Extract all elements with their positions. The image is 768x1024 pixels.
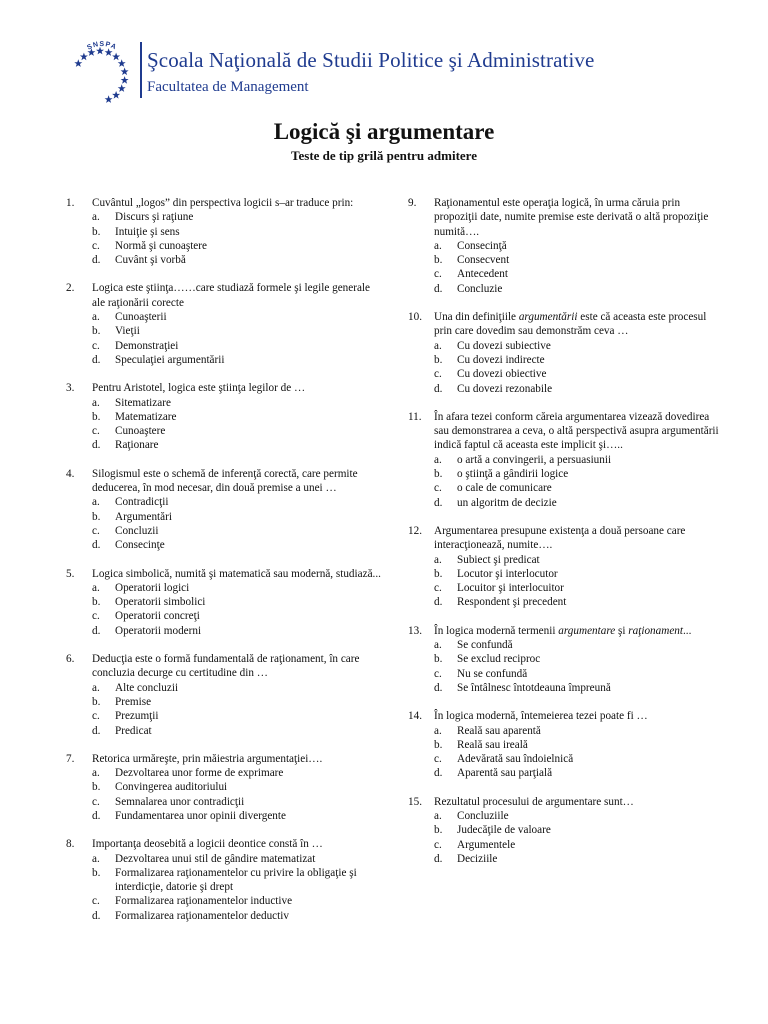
question-text-part: şi xyxy=(615,624,629,637)
answer-option xyxy=(434,638,726,652)
question-number: 11. xyxy=(408,410,422,423)
question-text: Logica este ştiinţa……care studiază formele şi legile generale ale raţionării corecte xyxy=(92,282,371,309)
snspa-logo-graphic xyxy=(62,40,142,104)
option-letter: c. xyxy=(92,425,100,438)
answer-option xyxy=(92,852,384,866)
question-text-part: În logica modernă termenii xyxy=(434,624,559,637)
option-letter: d. xyxy=(92,909,101,922)
option-letter: c. xyxy=(92,610,100,623)
option-text: Concluzie xyxy=(457,282,503,295)
option-text: un algoritm de decizie xyxy=(457,496,557,509)
star-icon xyxy=(118,84,126,92)
answer-options xyxy=(66,766,384,823)
option-text: Convingerea auditoriului xyxy=(115,781,228,794)
answer-option xyxy=(434,339,726,353)
answer-options xyxy=(408,638,726,695)
answer-option xyxy=(92,624,384,638)
option-letter: c. xyxy=(92,524,100,537)
option-text: Subiect şi predicat xyxy=(457,553,540,566)
answer-option xyxy=(92,866,384,895)
answer-option xyxy=(434,595,726,609)
option-text: Reală sau ireală xyxy=(457,738,528,751)
option-letter: c. xyxy=(92,339,100,352)
option-text: Raţionare xyxy=(115,439,159,452)
answer-option xyxy=(92,538,384,552)
question-text: Cuvântul „logos” din perspectiva logicii s–ar traduce prin: xyxy=(92,197,354,209)
option-text: Predicat xyxy=(115,724,152,737)
question-text-part: Una din definiţiile xyxy=(434,311,519,324)
option-letter: a. xyxy=(92,852,100,865)
option-text: Adevărată sau îndoielnică xyxy=(457,753,574,766)
option-text: Judecăţile de valoare xyxy=(457,824,551,837)
question-number: 15. xyxy=(408,795,422,808)
question-item xyxy=(66,281,384,367)
option-letter: c. xyxy=(92,239,100,252)
option-text: Locuitor şi interlocuitor xyxy=(457,582,564,595)
option-letter: a. xyxy=(92,496,100,509)
answer-option xyxy=(434,738,726,752)
option-letter: a. xyxy=(434,453,442,466)
option-text: o artă a convingerii, a persuasiunii xyxy=(457,453,612,466)
option-text: Operatorii simbolici xyxy=(115,596,206,609)
answer-option xyxy=(92,780,384,794)
answer-options xyxy=(408,809,726,866)
question-item xyxy=(408,196,726,296)
question-item xyxy=(66,467,384,553)
answer-options xyxy=(66,396,384,453)
option-letter: d. xyxy=(92,254,101,267)
answer-option xyxy=(434,496,726,510)
option-letter: d. xyxy=(92,539,101,552)
option-text: Cunoaşterii xyxy=(115,311,167,324)
logo-text: SNSPA xyxy=(86,40,118,52)
answer-option xyxy=(92,581,384,595)
question-number: 14. xyxy=(408,710,422,723)
question-number: 12. xyxy=(408,524,422,537)
answer-option xyxy=(434,809,726,823)
star-icon xyxy=(80,53,88,61)
option-text: Contradicţii xyxy=(115,496,169,509)
answer-options xyxy=(66,495,384,552)
option-text: Argumentele xyxy=(457,838,516,851)
question-item xyxy=(408,524,726,610)
answer-options xyxy=(408,724,726,781)
option-letter: b. xyxy=(92,225,101,238)
question-number: 2. xyxy=(66,282,75,295)
option-text: Formalizarea raţionamentelor inductive xyxy=(115,895,293,908)
option-text: Operatorii concreţi xyxy=(115,610,200,623)
answer-option xyxy=(92,324,384,338)
option-text: Concluziile xyxy=(457,809,509,822)
option-text: Consecinţă xyxy=(457,239,507,252)
option-letter: a. xyxy=(92,311,100,324)
question-text: Rezultatul procesului de argumentare sunt… xyxy=(434,795,634,808)
option-letter: b. xyxy=(92,596,101,609)
option-letter: a. xyxy=(434,339,442,352)
answer-option xyxy=(434,253,726,267)
answer-option xyxy=(434,239,726,253)
option-letter: d. xyxy=(92,353,101,366)
option-letter: d. xyxy=(92,724,101,737)
option-text: Alte concluzii xyxy=(115,681,179,694)
option-text: Aparentă sau parţială xyxy=(457,767,553,780)
answer-option xyxy=(92,438,384,452)
answer-options xyxy=(66,581,384,638)
option-text: Dezvoltarea unor forme de exprimare xyxy=(115,767,284,780)
question-item xyxy=(408,709,726,780)
answer-option xyxy=(92,495,384,509)
star-icon xyxy=(112,53,120,61)
question-number: 3. xyxy=(66,382,75,395)
answer-option xyxy=(434,852,726,866)
question-number: 8. xyxy=(66,838,75,851)
question-item xyxy=(408,624,726,695)
option-letter: a. xyxy=(92,767,100,780)
snspa-logo xyxy=(62,40,142,104)
answer-option xyxy=(92,524,384,538)
option-letter: b. xyxy=(92,325,101,338)
org-name: Şcoala Naţională de Studii Politice şi Administrative xyxy=(147,48,595,72)
faculty-name: Facultatea de Management xyxy=(147,79,309,95)
answer-option xyxy=(434,267,726,281)
question-number: 13. xyxy=(408,624,422,637)
option-text: Fundamentarea unor opinii divergente xyxy=(115,809,286,822)
option-text: Semnalarea unor contradicţii xyxy=(115,795,245,808)
star-icon xyxy=(118,59,126,67)
option-text: Consecinţe xyxy=(115,539,165,552)
question-item xyxy=(408,410,726,510)
question-number: 4. xyxy=(66,467,75,480)
option-letter: d. xyxy=(92,624,101,637)
option-text: Se exclud reciproc xyxy=(457,653,541,666)
option-text: Cu dovezi subiective xyxy=(457,339,551,352)
answer-option xyxy=(434,567,726,581)
question-item xyxy=(66,752,384,823)
option-text: Cunoaştere xyxy=(115,425,166,438)
question-text: Deducţia este o formă fundamentală de raţionament, în care concluzia decurge cu certitudine din … xyxy=(92,653,360,680)
answer-option xyxy=(434,367,726,381)
option-letter: d. xyxy=(434,852,443,865)
question-text: Importanţa deosebită a logicii deontice constă în … xyxy=(92,838,323,851)
answer-option xyxy=(92,695,384,709)
option-letter: a. xyxy=(92,681,100,694)
option-letter: a. xyxy=(434,553,442,566)
answer-option xyxy=(92,595,384,609)
document-subtitle: Teste de tip grilă pentru admitere xyxy=(291,148,477,163)
option-letter: d. xyxy=(92,809,101,822)
option-text: Se întâlnesc întotdeauna împreună xyxy=(457,681,611,694)
option-letter: c. xyxy=(434,268,442,281)
option-letter: b. xyxy=(92,781,101,794)
question-number: 5. xyxy=(66,567,75,580)
option-text: Se confundă xyxy=(457,639,513,652)
answer-option xyxy=(92,681,384,695)
questions-column-left xyxy=(66,196,384,937)
document-title: Logică şi argumentare xyxy=(273,119,495,144)
option-letter: b. xyxy=(434,468,443,481)
questions-column-right xyxy=(408,196,726,880)
answer-option xyxy=(92,709,384,723)
answer-option xyxy=(434,382,726,396)
question-text: Logica simbolică, numită şi matematică sau modernă, studiază... xyxy=(92,567,381,580)
option-letter: d. xyxy=(434,596,443,609)
option-text: Cu dovezi indirecte xyxy=(457,353,545,366)
star-icon xyxy=(112,91,120,99)
page-header xyxy=(62,40,702,104)
option-letter: a. xyxy=(434,239,442,252)
answer-options xyxy=(408,239,726,296)
answer-option xyxy=(434,581,726,595)
option-letter: c. xyxy=(434,368,442,381)
answer-option xyxy=(434,838,726,852)
header-divider xyxy=(140,42,142,98)
option-letter: c. xyxy=(92,795,100,808)
option-text: Matematizare xyxy=(115,410,177,423)
question-text-italic: argumentare xyxy=(558,624,616,637)
option-text: Cu dovezi rezonabile xyxy=(457,382,553,395)
option-text: Argumentări xyxy=(115,510,172,523)
option-letter: c. xyxy=(434,582,442,595)
answer-options xyxy=(66,210,384,267)
option-letter: d. xyxy=(434,282,443,295)
question-text: Retorica urmăreşte, prin măiestria argumentaţiei…. xyxy=(92,752,323,765)
answer-option xyxy=(92,766,384,780)
question-text: În logica modernă, întemeierea tezei poate fi … xyxy=(434,710,648,723)
option-letter: c. xyxy=(434,753,442,766)
answer-option xyxy=(92,310,384,324)
answer-option xyxy=(434,766,726,780)
answer-option xyxy=(434,481,726,495)
answer-option xyxy=(92,253,384,267)
question-text: Pentru Aristotel, logica este ştiinţa legilor de … xyxy=(92,382,306,395)
option-text: Consecvent xyxy=(457,254,510,267)
question-item xyxy=(66,652,384,738)
answer-option xyxy=(92,909,384,923)
answer-option xyxy=(434,681,726,695)
answer-option xyxy=(434,752,726,766)
question-text: Raţionamentul este operaţia logică, în urma căruia prin propoziţii date, numite premise este derivată o altă propoziţie numită…. xyxy=(434,197,709,238)
option-letter: b. xyxy=(434,353,443,366)
answer-options xyxy=(408,453,726,510)
option-letter: c. xyxy=(434,482,442,495)
option-letter: d. xyxy=(434,767,443,780)
option-text: Operatorii moderni xyxy=(115,624,202,637)
question-text: Argumentarea presupune existenţa a două persoane care interacţionează, numite…. xyxy=(434,524,686,552)
question-item xyxy=(66,381,384,452)
answer-option xyxy=(434,724,726,738)
option-letter: b. xyxy=(434,824,443,837)
answer-option xyxy=(434,467,726,481)
answer-option xyxy=(92,396,384,410)
answer-options xyxy=(66,310,384,367)
option-letter: b. xyxy=(92,410,101,423)
option-text: Respondent şi precedent xyxy=(457,596,567,609)
option-text: Premise xyxy=(115,695,152,708)
answer-options xyxy=(408,553,726,610)
option-text: Sitematizare xyxy=(115,396,171,409)
option-letter: b. xyxy=(434,653,443,666)
option-letter: b. xyxy=(434,567,443,580)
answer-option xyxy=(92,353,384,367)
option-letter: d. xyxy=(434,382,443,395)
answer-option xyxy=(92,609,384,623)
answer-option xyxy=(434,282,726,296)
option-letter: a. xyxy=(92,211,100,224)
option-letter: c. xyxy=(434,838,442,851)
option-text: Deciziile xyxy=(457,852,498,865)
star-icon xyxy=(105,95,113,103)
star-icon xyxy=(121,68,129,76)
option-letter: b. xyxy=(434,254,443,267)
question-text-part: ... xyxy=(683,624,692,637)
question-text xyxy=(434,624,726,638)
option-text: Concluzii xyxy=(115,524,159,537)
question-number: 9. xyxy=(408,197,417,209)
answer-option xyxy=(92,239,384,253)
answer-option xyxy=(92,894,384,908)
option-letter: a. xyxy=(434,809,442,822)
question-item xyxy=(408,795,726,866)
option-text: Demonstraţiei xyxy=(115,339,179,352)
answer-option xyxy=(92,795,384,809)
option-letter: b. xyxy=(92,866,101,879)
answer-options xyxy=(408,339,726,396)
answer-option xyxy=(92,225,384,239)
option-text: Reală sau aparentă xyxy=(457,724,541,737)
option-text: Nu se confundă xyxy=(457,667,528,680)
answer-option xyxy=(92,424,384,438)
answer-options xyxy=(66,852,384,923)
option-text: Normă şi cunoaştere xyxy=(115,239,207,252)
star-icon xyxy=(74,59,82,67)
option-letter: b. xyxy=(92,510,101,523)
question-text-italic: raţionament xyxy=(628,624,683,637)
option-text: Speculaţiei argumentării xyxy=(115,353,225,366)
option-text: o cale de comunicare xyxy=(457,482,552,495)
option-text: o ştiinţă a gândirii logice xyxy=(457,468,569,481)
question-number: 6. xyxy=(66,653,75,666)
answer-option xyxy=(434,823,726,837)
answer-option xyxy=(434,667,726,681)
option-text: Operatorii logici xyxy=(115,581,190,594)
answer-options xyxy=(66,681,384,738)
answer-option xyxy=(92,410,384,424)
option-letter: d. xyxy=(434,681,443,694)
answer-option xyxy=(92,339,384,353)
question-item xyxy=(66,196,384,267)
option-text: Discurs şi raţiune xyxy=(115,211,194,224)
question-text-part: este că aceasta este procesul prin care dovedim sau demonstrăm ceva … xyxy=(434,311,707,338)
answer-option xyxy=(434,652,726,666)
option-letter: c. xyxy=(92,895,100,908)
option-letter: a. xyxy=(92,581,100,594)
option-text: Cu dovezi obiective xyxy=(457,368,547,381)
option-letter: c. xyxy=(434,667,442,680)
option-letter: a. xyxy=(434,724,442,737)
option-letter: d. xyxy=(434,496,443,509)
option-text: Locutor şi interlocutor xyxy=(457,567,558,580)
option-text: Intuiţie şi sens xyxy=(115,225,180,238)
option-text: Prezumţii xyxy=(115,710,159,723)
option-text: Formalizarea raţionamentelor cu privire la obligaţie şi interdicţie, datorie şi drept xyxy=(115,866,357,894)
question-item xyxy=(66,837,384,923)
option-letter: c. xyxy=(92,710,100,723)
option-text: Vieţii xyxy=(115,325,140,338)
answer-option xyxy=(92,724,384,738)
question-number: 1. xyxy=(66,197,75,209)
option-letter: d. xyxy=(92,439,101,452)
option-text: Dezvoltarea unui stil de gândire matematizat xyxy=(115,852,316,865)
option-letter: b. xyxy=(92,695,101,708)
option-letter: b. xyxy=(434,738,443,751)
question-text xyxy=(434,310,726,339)
option-text: Cuvânt şi vorbă xyxy=(115,254,186,267)
question-item xyxy=(408,310,726,396)
option-text: Antecedent xyxy=(457,268,508,281)
question-number: 10. xyxy=(408,311,422,324)
star-icon xyxy=(121,76,129,84)
question-item xyxy=(66,567,384,638)
answer-option xyxy=(434,453,726,467)
answer-option xyxy=(434,553,726,567)
answer-option xyxy=(92,210,384,224)
question-number: 7. xyxy=(66,752,75,765)
question-text: Silogismul este o schemă de inferenţă corectă, care permite deducerea, în mod necesar, din două premise a unei … xyxy=(92,467,358,495)
question-text-italic: argumentării xyxy=(518,311,578,324)
option-letter: a. xyxy=(92,396,100,409)
answer-option xyxy=(92,510,384,524)
option-letter: a. xyxy=(434,639,442,652)
answer-option xyxy=(434,353,726,367)
question-text: În afara tezei conform căreia argumentarea vizează dovedirea sau demonstrarea a ceva, o altă perspectivă asupra argumentării indică faptul că aceasta este implicit şi….. xyxy=(434,410,719,452)
answer-option xyxy=(92,809,384,823)
option-text: Formalizarea raţionamentelor deductiv xyxy=(115,909,289,922)
